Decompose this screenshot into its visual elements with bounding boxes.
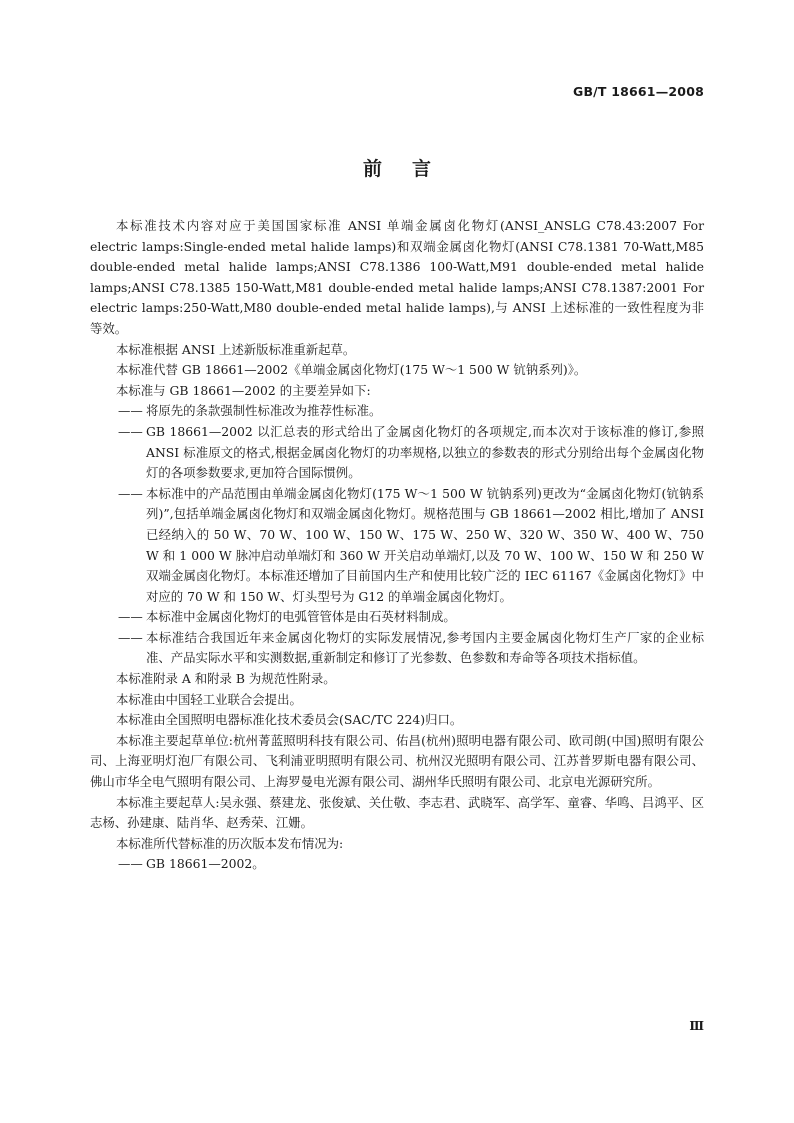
page-number: Ⅲ xyxy=(689,1019,704,1033)
list-item xyxy=(90,607,704,628)
dash-mark: —— xyxy=(118,403,143,419)
list-item xyxy=(90,422,704,484)
dash-mark: —— xyxy=(118,485,143,501)
dash-mark: —— xyxy=(118,856,143,872)
foreword-body xyxy=(90,216,704,875)
paragraph-drafting-units: 本标准主要起草单位:杭州菁蓝照明科技有限公司、佑昌(杭州)照明电器有限公司、欧司朗(中国)照明有限公司、上海亚明灯泡厂有限公司、飞利浦亚明照明有限公司、杭州汉光照明有限公司、江苏普罗斯电器有限公司、佛山市华全电气照明有限公司、上海罗曼电光源有限公司、湖州华氏照明有限公司、北京电光源研究所。 xyxy=(90,732,704,790)
dash-mark: —— xyxy=(118,629,143,645)
standard-number: GB/T 18661—2008 xyxy=(572,84,704,99)
paragraph-drafters: 本标准主要起草人:吴永强、蔡建龙、张俊斌、关仕敬、李志君、武晓军、高学军、童睿、华鸣、吕鸿平、区志杨、孙建康、陆肖华、赵秀荣、江姗。 xyxy=(90,794,704,831)
paragraph-history-intro: 本标准所代替标准的历次版本发布情况为: xyxy=(116,835,344,851)
list-item-text: 本标准中金属卤化物灯的电弧管管体是由石英材料制成。 xyxy=(146,609,456,625)
list-item xyxy=(90,854,704,875)
list-item xyxy=(90,628,704,669)
dash-mark: —— xyxy=(118,609,143,625)
list-item-text: 本标准中的产品范围由单端金属卤化物灯(175 W～1 500 W 钪钠系列)更改为“金属卤化物灯(钪钠系列)”,包括单端金属卤化物灯和双端金属卤化物灯。规格范围与 GB 18661—2002 相比,增加了 ANSI 已经纳入的 50 W、70 W、100 W、150 W、175 W、250 W、320 W、350 W、400 W、750 W 和 1 000 W 脉冲启动单端灯和 360 W 开关启动单端灯,以及 70 W、100 W、150 W 和 250 W 双端金属卤化物灯。本标准还增加了目前国内生产和使用比较广泛的 IEC 61167《金属卤化物灯》中对应的 70 W 和 150 W、灯头型号为 G12 的单端金属卤化物灯。 xyxy=(146,485,704,604)
list-item-text: 本标准结合我国近年来金属卤化物灯的实际发展情况,参考国内主要金属卤化物灯生产厂家的企业标准、产品实际水平和实测数据,重新制定和修订了光参数、色参数和寿命等各项技术指标值。 xyxy=(146,629,704,666)
paragraph-differences-intro: 本标准与 GB 18661—2002 的主要差异如下: xyxy=(116,382,371,398)
list-item xyxy=(90,401,704,422)
list-item-text: 将原先的条款强制性标准改为推荐性标准。 xyxy=(146,403,382,419)
paragraph-committee: 本标准由全国照明电器标准化技术委员会(SAC/TC 224)归口。 xyxy=(116,712,463,728)
paragraph-replaces: 本标准代替 GB 18661—2002《单端金属卤化物灯(175 W～1 500 W 钪钠系列)》。 xyxy=(116,362,587,378)
list-item-text: GB 18661—2002。 xyxy=(146,856,265,872)
list-item xyxy=(90,484,704,608)
paragraph-redrafted: 本标准根据 ANSI 上述新版标准重新起草。 xyxy=(116,341,356,357)
dash-mark: —— xyxy=(118,423,143,439)
paragraph-proposer: 本标准由中国轻工业联合会提出。 xyxy=(116,691,302,707)
page-title: 前言 xyxy=(362,158,461,180)
paragraph-correspondence: 本标准技术内容对应于美国国家标准 ANSI 单端金属卤化物灯(ANSI_ANSLG C78.43:2007 For electric lamps:Single-ended metal halide lamps)和双端金属卤化物灯(ANSI C78.1381 70-Watt,M85 double-ended metal halide lamps;ANSI C78.1386 100-Watt,M91 double-ended metal halide lamps;ANSI C78.1385 150-Watt,M81 double-ended metal halide lamps;ANSI C78.1387:2001 For electric lamps:250-Watt,M80 double-ended metal halide lamps),与 ANSI 上述标准的一致性程度为非等效。 xyxy=(90,218,704,336)
paragraph-annex: 本标准附录 A 和附录 B 为规范性附录。 xyxy=(116,671,336,687)
list-item-text: GB 18661—2002 以汇总表的形式给出了金属卤化物灯的各项规定,而本次对于该标准的修订,参照 ANSI 标准原文的格式,根据金属卤化物灯的功率规格,以独立的参数表的形式分别给出每个金属卤化物灯的各项参数要求,更加符合国际惯例。 xyxy=(146,423,704,481)
